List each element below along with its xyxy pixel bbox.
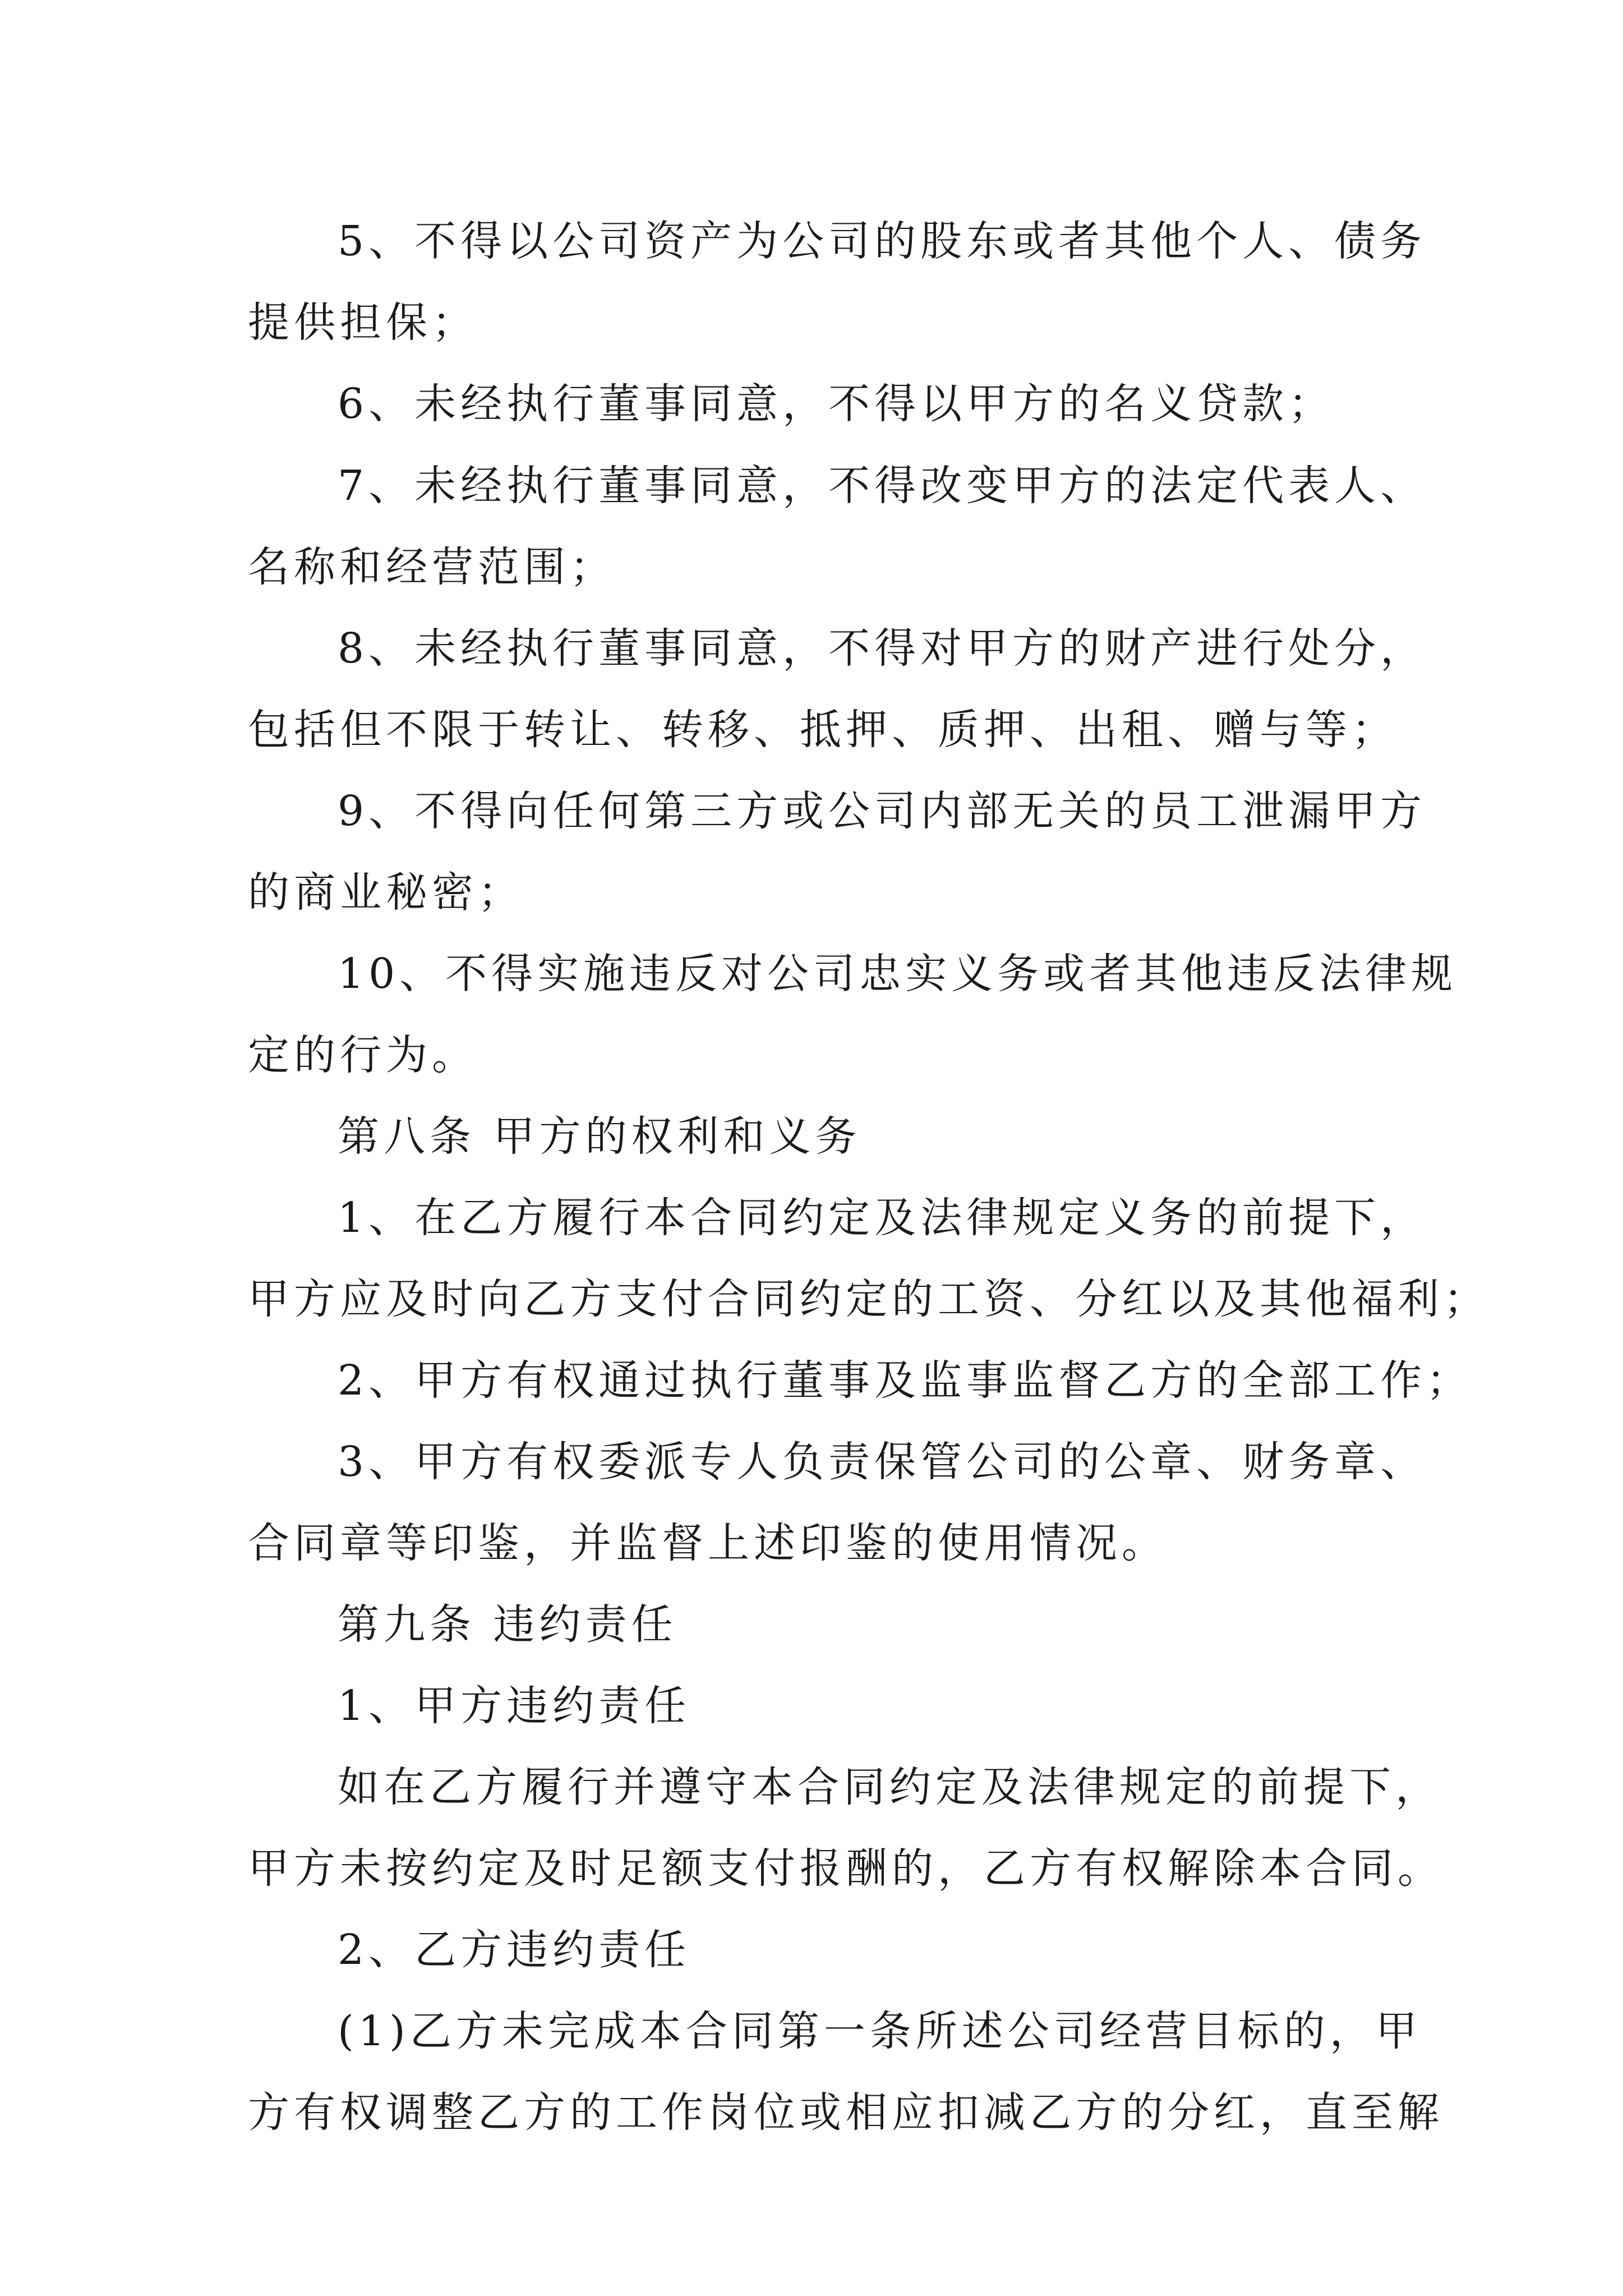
clause-7-item-5-line-2: 提供担保； xyxy=(248,298,478,347)
clause-7-item-6: 6、未经执行董事同意，不得以甲方的名义贷款； xyxy=(338,380,1335,428)
clause-7-item-10-line-1: 10、不得实施违反对公司忠实义务或者其他违反法律规 xyxy=(338,950,1458,998)
clause-8-item-3-line-1: 3、甲方有权委派专人负责保管公司的公章、财务章、 xyxy=(338,1438,1427,1486)
clause-9-item-2-sub-1-line-2: 方有权调整乙方的工作岗位或相应扣减乙方的分红，直至解 xyxy=(248,2088,1444,2137)
clause-9-item-1-line-2: 甲方未按约定及时足额支付报酬的，乙方有权解除本合同。 xyxy=(248,1844,1444,1893)
clause-7-item-7-line-1: 7、未经执行董事同意，不得改变甲方的法定代表人、 xyxy=(338,462,1427,510)
clause-9-item-1-heading: 1、甲方违约责任 xyxy=(338,1682,691,1730)
clause-7-item-7-line-2: 名称和经营范围； xyxy=(248,543,616,591)
clause-8-heading: 第八条 甲方的权利和义务 xyxy=(338,1112,861,1161)
clause-7-item-9-line-1: 9、不得向任何第三方或公司内部无关的员工泄漏甲方 xyxy=(338,787,1427,835)
clause-8-item-2: 2、甲方有权通过执行董事及监事监督乙方的全部工作； xyxy=(338,1356,1473,1405)
clause-7-item-8-line-1: 8、未经执行董事同意，不得对甲方的财产进行处分， xyxy=(338,624,1427,673)
clause-7-item-9-line-2: 的商业秘密； xyxy=(248,868,524,917)
clause-9-item-1-line-1: 如在乙方履行并遵守本合同约定及法律规定的前提下， xyxy=(338,1763,1441,1811)
clause-7-item-8-line-2: 包括但不限于转让、转移、抵押、质押、出租、赠与等； xyxy=(248,706,1398,754)
clause-9-heading: 第九条 违约责任 xyxy=(338,1600,677,1649)
clause-7-item-10-line-2: 定的行为。 xyxy=(248,1031,478,1079)
clause-9-item-2-sub-1-line-1: (1)乙方未完成本合同第一条所述公司经营目标的，甲 xyxy=(338,2007,1422,2055)
clause-8-item-1-line-1: 1、在乙方履行本合同约定及法律规定义务的前提下， xyxy=(338,1194,1427,1242)
clause-8-item-1-line-2: 甲方应及时向乙方支付合同约定的工资、分红以及其他福利； xyxy=(248,1275,1490,1323)
clause-8-item-3-line-2: 合同章等印鉴，并监督上述印鉴的使用情况。 xyxy=(248,1519,1168,1567)
clause-7-item-5-line-1: 5、不得以公司资产为公司的股东或者其他个人、债务 xyxy=(338,217,1427,265)
clause-9-item-2-heading: 2、乙方违约责任 xyxy=(338,1926,691,1974)
